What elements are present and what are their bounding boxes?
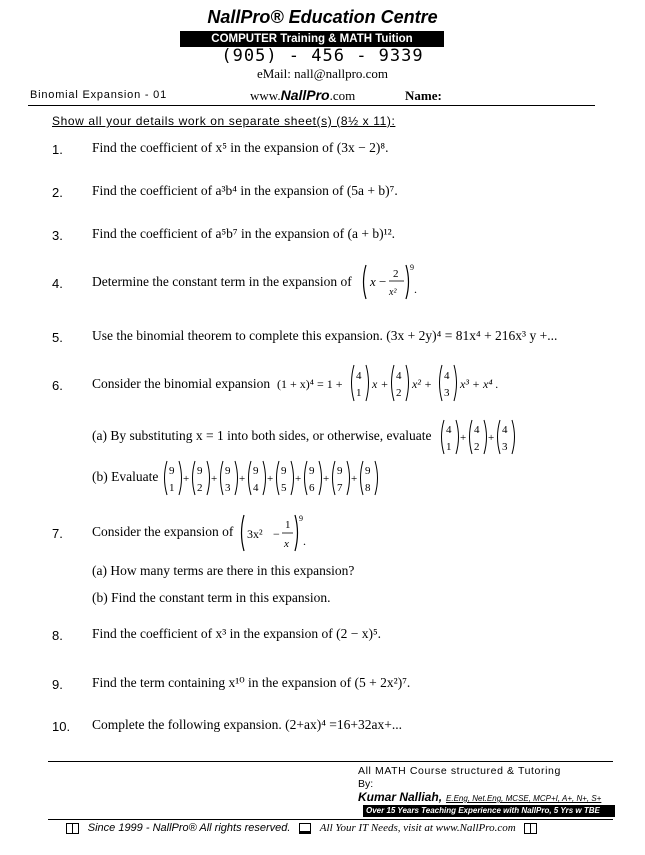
q6b-plus: + (239, 473, 246, 485)
q6b-plus: + (211, 473, 218, 485)
centre-title: NallPro® Education Centre (207, 7, 438, 27)
q6b-binom-bottom: 4 (253, 482, 259, 494)
q6b-binom-top: 9 (197, 465, 203, 477)
q6a-binom-bottom: 2 (474, 441, 480, 453)
q6-expr-left: (1 + x)⁴ = 1 + (277, 377, 343, 391)
q6a-binom-bottom: 3 (502, 441, 508, 453)
bottom-divider (48, 819, 613, 820)
q6b-binom-4 (249, 461, 266, 495)
q6-binom3-top: 4 (444, 370, 450, 382)
q6a-binom-bottom: 1 (446, 441, 452, 453)
q6b-binom-bottom: 1 (169, 482, 175, 494)
q6b-binom-bottom: 5 (281, 482, 287, 494)
q7-power: 9 (299, 514, 303, 523)
q6-part-b: (b) Evaluate (92, 469, 159, 484)
q3-text: Find the coefficient of a⁵b⁷ in the expansion of (a + b)¹². (92, 226, 396, 241)
q6b-binom-bottom: 7 (337, 482, 343, 494)
q7-term-a: 3x² (247, 527, 263, 541)
q6b-binom-top: 9 (309, 465, 315, 477)
q4-tail: . (414, 282, 417, 296)
author-credentials: E.Eng, Net.Eng, MCSE, MCP+I, A+, N+, S+ (446, 794, 602, 803)
q4-denominator: x² (389, 287, 397, 298)
q5-number: 5. (52, 330, 63, 345)
q6a-binom-1 (442, 420, 459, 454)
q6b-binom-1 (165, 461, 182, 495)
footer-course-line: All MATH Course structured & Tutoring (358, 765, 561, 777)
email: eMail: nall@nallpro.com (256, 66, 389, 81)
q6b-binom-5 (277, 461, 294, 495)
q6a-binom-top: 4 (446, 424, 452, 436)
q6-part-a-binoms (440, 417, 530, 457)
q7-tail: . (303, 534, 306, 548)
q6b-binom-7 (333, 461, 350, 495)
q7-denominator: x (284, 538, 289, 550)
www-brand: NallPro (280, 87, 330, 103)
q4-x: x (370, 274, 376, 289)
q6b-binom-top: 9 (365, 465, 371, 477)
q6b-binom-bottom: 8 (365, 482, 371, 494)
q6a-plus: + (460, 432, 467, 444)
www-prefix: www. (250, 88, 281, 103)
q7-expression (238, 512, 313, 554)
q4-expression (360, 262, 420, 302)
q10-text: Complete the following expansion. (2+ax)⁴ =16+32ax+... (92, 717, 402, 732)
experience-badge: Over 15 Years Teaching Experience with NallPro, 5 Yrs w TBE (363, 805, 615, 817)
instructions: Show all your details work on separate sheet(s) (8½ x 11): (52, 114, 396, 128)
q6b-binom-bottom: 2 (197, 482, 203, 494)
q6-term3: x³ + x⁴ . (460, 377, 499, 391)
book-icon (66, 823, 79, 834)
q4-text: Determine the constant term in the expansion of (92, 274, 352, 289)
q6b-binom-6 (305, 461, 322, 495)
computer-icon (299, 823, 311, 834)
q6b-binom-top: 9 (281, 465, 287, 477)
copyright: Since 1999 - NallPro® All rights reserved. (87, 822, 291, 834)
q6-number: 6. (52, 378, 63, 393)
q6b-plus: + (267, 473, 274, 485)
author-name: Kumar Nalliah, (358, 790, 443, 804)
q7-part-a: (a) How many terms are there in this expansion? (92, 563, 355, 578)
q6a-plus: + (488, 432, 495, 444)
banner: COMPUTER Training & MATH Tuition (180, 31, 444, 47)
q7-number: 7. (52, 526, 63, 541)
q6-term1: x + (372, 377, 389, 391)
q6b-plus: + (323, 473, 330, 485)
q6b-binom-top: 9 (253, 465, 259, 477)
footer-by: By: (358, 778, 374, 790)
q6b-binom-top: 9 (337, 465, 343, 477)
q6-binom1-top: 4 (356, 370, 362, 382)
q6b-binom-8 (361, 461, 378, 495)
q6b-plus: + (295, 473, 302, 485)
q1-number: 1. (52, 142, 63, 157)
q10-number: 10. (52, 719, 71, 734)
website-link[interactable] (250, 87, 355, 104)
q1-text: Find the coefficient of x⁵ in the expansion of (3x − 2)⁸. (92, 140, 389, 155)
q6b-binom-bottom: 6 (309, 482, 315, 494)
footer-author (358, 790, 601, 804)
q6a-binom-top: 4 (502, 424, 508, 436)
book-icon-right (524, 823, 537, 834)
q6b-binom-top: 9 (169, 465, 175, 477)
q6-part-b-binoms (163, 458, 393, 498)
q4-power: 9 (410, 263, 414, 272)
footer-bar (60, 822, 543, 834)
q4-minus: − (379, 274, 387, 289)
q6-expression (275, 362, 505, 404)
name-label: Name: (405, 88, 442, 103)
q6a-binom-3 (498, 420, 515, 454)
q6b-binom-3 (221, 461, 238, 495)
q6b-binom-2 (193, 461, 210, 495)
q4-number: 4. (52, 276, 63, 291)
q3-number: 3. (52, 228, 63, 243)
it-needs-link[interactable]: All Your IT Needs, visit at www.NallPro.com (319, 822, 516, 834)
phone-number: (905) - 456 - 9339 (221, 46, 424, 66)
footer-divider (48, 761, 613, 762)
q8-text: Find the coefficient of x³ in the expansion of (2 − x)⁵. (92, 626, 382, 641)
q6-binom2-bottom: 2 (396, 387, 402, 399)
q2-text: Find the coefficient of a³b⁴ in the expansion of (5a + b)⁷. (92, 183, 398, 198)
q2-number: 2. (52, 185, 63, 200)
q7-numerator: 1 (285, 519, 291, 531)
q8-number: 8. (52, 628, 63, 643)
worksheet-title: Binomial Expansion - 01 (30, 89, 168, 101)
q6b-binom-top: 9 (225, 465, 231, 477)
q6-binom1-bottom: 1 (356, 387, 362, 399)
q6b-plus: + (183, 473, 190, 485)
q6a-binom-top: 4 (474, 424, 480, 436)
q4-numerator: 2 (393, 268, 399, 280)
q7-text: Consider the expansion of (92, 524, 234, 539)
q7-part-b: (b) Find the constant term in this expansion. (92, 590, 331, 605)
q6-binom3-bottom: 3 (444, 387, 450, 399)
q6a-binom-2 (470, 420, 487, 454)
q6-term2: x² + (412, 377, 433, 391)
q7-minus: − (273, 527, 280, 541)
www-suffix: .com (329, 88, 356, 103)
q6b-binom-bottom: 3 (225, 482, 231, 494)
q6-text: Consider the binomial expansion (92, 376, 271, 391)
header-divider (28, 105, 595, 106)
q6-part-a: (a) By substituting x = 1 into both sides, or otherwise, evaluate (92, 428, 432, 443)
q6b-plus: + (351, 473, 358, 485)
q5-text: Use the binomial theorem to complete this expansion. (3x + 2y)⁴ = 81x⁴ + 216x³ y +... (92, 328, 558, 343)
q6-binom2-top: 4 (396, 370, 402, 382)
q9-text: Find the term containing x¹⁰ in the expansion of (5 + 2x²)⁷. (92, 675, 411, 690)
q9-number: 9. (52, 677, 63, 692)
